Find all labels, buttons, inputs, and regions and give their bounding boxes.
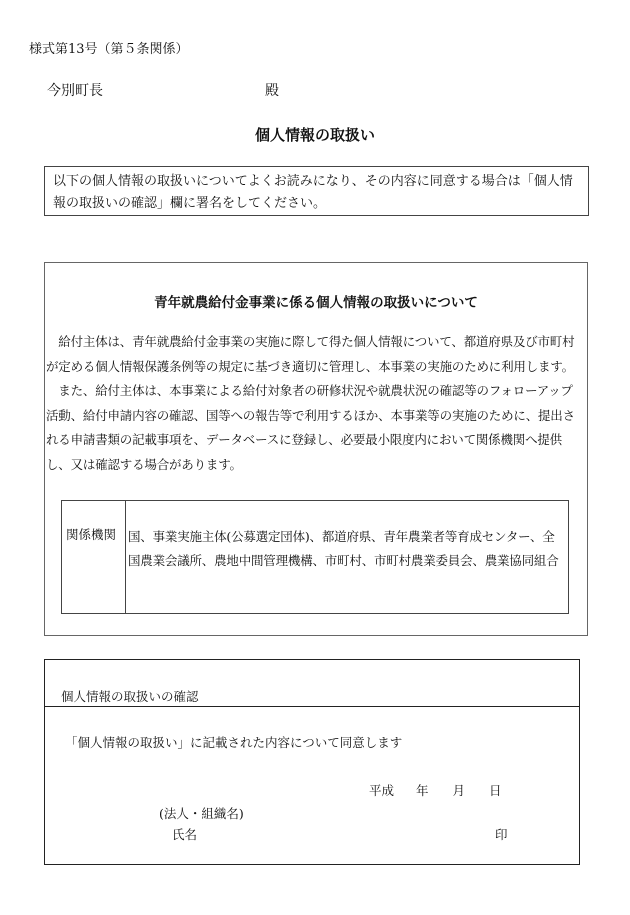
org-value: 国、事業実施主体(公募選定団体)、都道府県、青年農業者等育成センター、全国農業会議所、農地中間管理機構、市町村、市町村農業委員会、農業協同組合 bbox=[128, 529, 559, 568]
date-era: 平成 bbox=[369, 783, 395, 798]
date-field[interactable] bbox=[369, 781, 502, 799]
notice-box bbox=[44, 166, 589, 216]
seal-mark: 印 bbox=[495, 827, 508, 842]
date-month: 月 bbox=[452, 783, 466, 798]
notice-text: 以下の個人情報の取扱いについてよくお読みになり、その内容に同意する場合は「個人情報の取扱いの確認」欄に署名をしてください。 bbox=[53, 174, 573, 211]
org-name-label: (法人・組織名) bbox=[159, 806, 244, 821]
policy-paragraph: また、給付主体は、本事業による給付対象者の研修状況や就農状況の確認等のフォローアップ活動、給付申請内容の確認、国等への報告等で利用するほか、本事業等の実施のために、提出される申請書類の記載事項を、データベースに登録し、必要最小限度内において関係機関へ提供し、又は確認する場合があります。 bbox=[46, 383, 575, 472]
confirmation-title: 個人情報の取扱いの確認 bbox=[61, 689, 199, 704]
addressee: 今別町長 bbox=[47, 83, 103, 99]
confirmation-header bbox=[45, 660, 579, 707]
policy-title: 青年就農給付金事業に係る個人情報の取扱いについて bbox=[154, 295, 478, 311]
related-organizations-table bbox=[61, 500, 569, 614]
policy-body bbox=[46, 330, 585, 478]
agreement-text: 「個人情報の取扱い」に記載された内容について同意します bbox=[65, 735, 403, 750]
date-day: 日 bbox=[489, 783, 502, 798]
name-label: 氏名 bbox=[172, 827, 198, 842]
policy-section bbox=[44, 262, 588, 636]
form-number: 様式第13号（第５条関係） bbox=[29, 42, 189, 57]
date-year: 年 bbox=[416, 783, 429, 798]
confirmation-section bbox=[44, 659, 580, 865]
org-label: 関係機関 bbox=[62, 501, 126, 613]
page-title: 個人情報の取扱い bbox=[254, 126, 375, 144]
addressee-suffix: 殿 bbox=[265, 83, 279, 99]
policy-paragraph: 給付主体は、青年就農給付金事業の実施に際して得た個人情報について、都道府県及び市町村が定める個人情報保護条例等の規定に基づき適切に管理し、本事業の実施のために利用します。 bbox=[46, 334, 575, 374]
